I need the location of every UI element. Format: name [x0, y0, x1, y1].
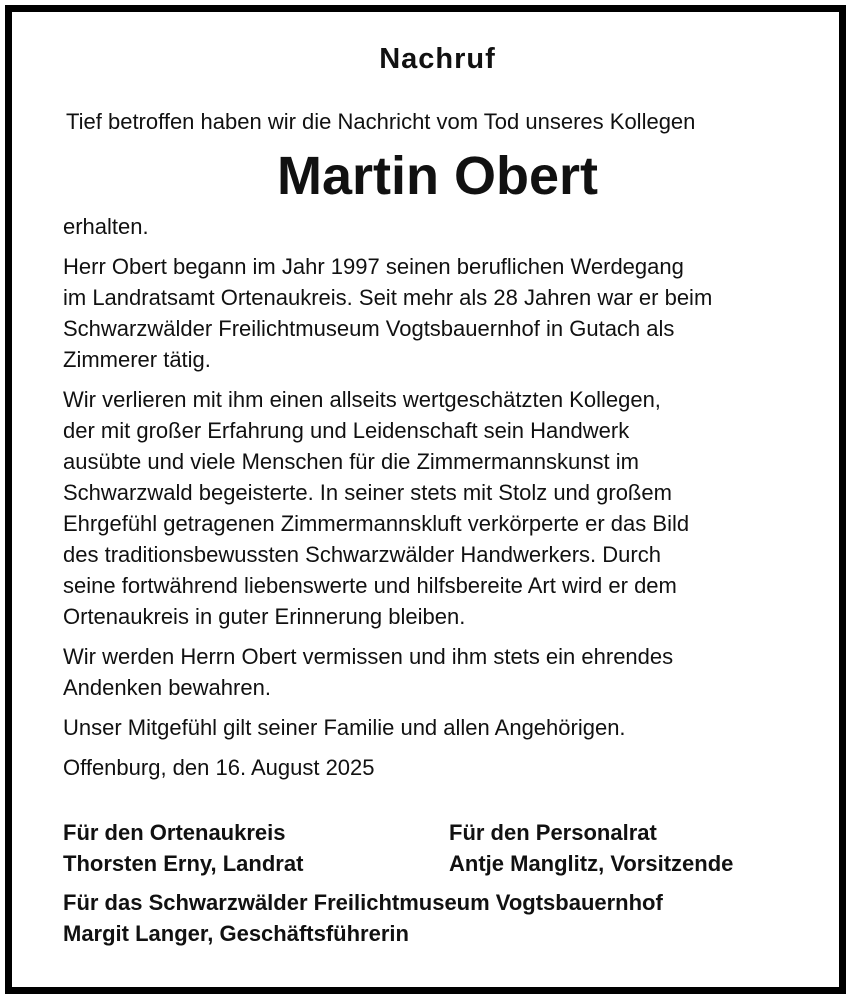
intro-line: Tief betroffen haben wir die Nachricht vom Tod unseres Kollegen [66, 109, 696, 134]
deceased-name: Martin Obert [276, 146, 599, 206]
text-line: Andenken bewahren. [63, 675, 271, 700]
paragraph-career [63, 251, 803, 375]
place-date-line: Offenburg, den 16. August 2025 [63, 755, 375, 780]
signature-museum [63, 887, 803, 949]
text-line: Schwarzwald begeisterte. In seiner stets mit Stolz und großem [63, 480, 672, 505]
signature-person: Thorsten Erny, Landrat [63, 851, 304, 876]
paragraph-place-date [63, 752, 803, 783]
paragraph-tribute [63, 384, 803, 632]
signature-personalrat [449, 817, 733, 879]
signature-block [63, 817, 803, 879]
signature-person: Margit Langer, Geschäftsführerin [63, 921, 409, 946]
text-line: Wir werden Herrn Obert vermissen und ihm stets ein ehrendes [63, 644, 674, 669]
text-line: seine fortwährend liebenswerte und hilfsbereite Art wird er dem [63, 573, 677, 598]
text-line: Ortenaukreis in guter Erinnerung bleiben. [63, 604, 466, 629]
obituary-heading: Nachruf [379, 43, 496, 75]
text-line: Wir verlieren mit ihm einen allseits wertgeschätzten Kollegen, [63, 387, 661, 412]
paragraph-condolence [63, 712, 803, 743]
obituary-frame [5, 5, 846, 994]
signature-ortenaukreis [63, 817, 449, 879]
signature-person: Antje Manglitz, Vorsitzende [449, 851, 734, 876]
paragraph-remembrance [63, 641, 803, 703]
text-line: Unser Mitgefühl gilt seiner Familie und allen Angehörigen. [63, 715, 626, 740]
obituary-content [63, 37, 803, 949]
text-line: im Landratsamt Ortenaukreis. Seit mehr als 28 Jahren war er beim [63, 285, 713, 310]
signature-org: Für den Personalrat [449, 820, 657, 845]
text-line: des traditionsbewussten Schwarzwälder Handwerkers. Durch [63, 542, 661, 567]
text-line: ausübte und viele Menschen für die Zimmermannskunst im [63, 449, 639, 474]
text-line: Herr Obert begann im Jahr 1997 seinen beruflichen Werdegang [63, 254, 684, 279]
text-line: der mit großer Erfahrung und Leidenschaft sein Handwerk [63, 418, 630, 443]
received-line: erhalten. [63, 214, 149, 239]
signature-org: Für das Schwarzwälder Freilichtmuseum Vogtsbauernhof [63, 890, 663, 915]
signature-org: Für den Ortenaukreis [63, 820, 286, 845]
text-line: Zimmerer tätig. [63, 347, 211, 372]
text-line: Ehrgefühl getragenen Zimmermannskluft verkörperte er das Bild [63, 511, 690, 536]
text-line: Schwarzwälder Freilichtmuseum Vogtsbauernhof in Gutach als [63, 316, 675, 341]
